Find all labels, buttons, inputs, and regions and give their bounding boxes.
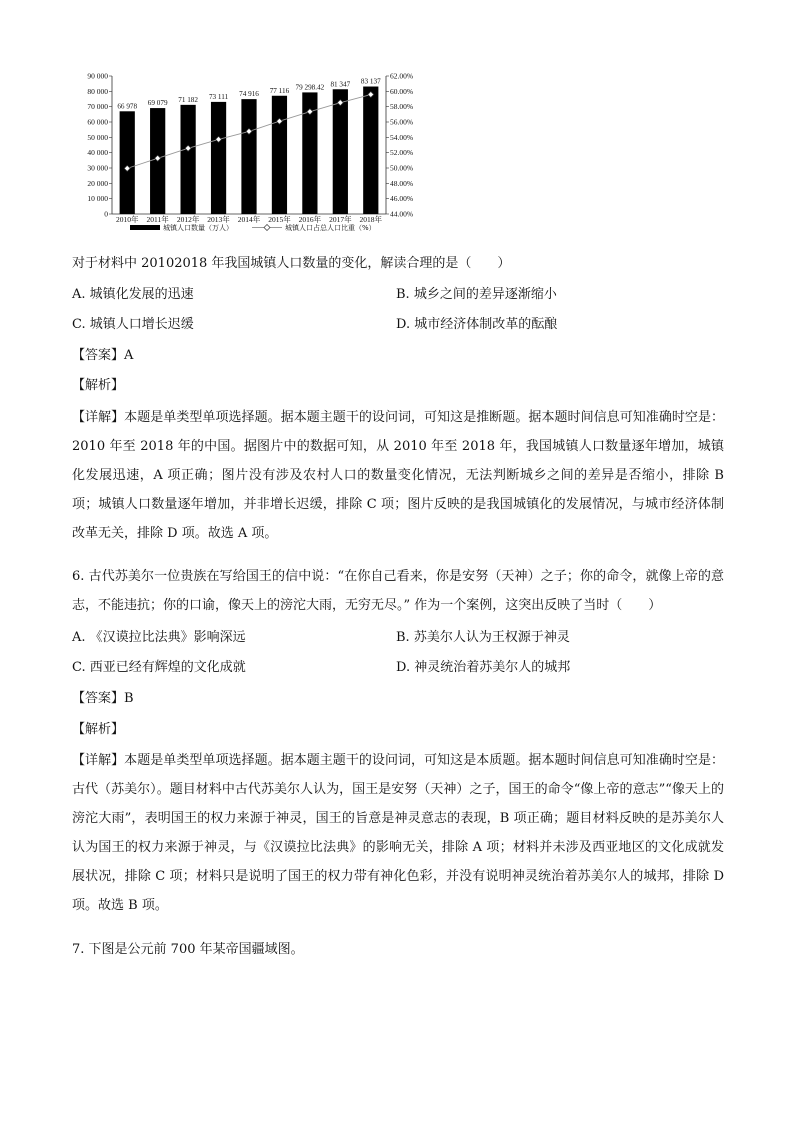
legend-bar-label: 城镇人口数量（万人）: [163, 224, 233, 232]
q6-option-c[interactable]: C. 西亚已经有辉煌的文化成就: [72, 660, 246, 675]
bar: [211, 102, 226, 214]
y-right-tick-label: 60.00%: [390, 86, 414, 96]
y-left-tick-label: 10 000: [87, 194, 108, 204]
bar: [181, 105, 196, 214]
bar: [241, 99, 256, 214]
bar: [363, 87, 378, 214]
y-left-tick-label: 60 000: [87, 117, 108, 127]
q5-answer: 【答案】A: [72, 348, 134, 363]
x-tick-label: 2015年: [268, 215, 291, 224]
y-left-tick-label: 30 000: [87, 163, 108, 173]
y-left-tick-label: 20 000: [87, 178, 108, 188]
y-left-tick-label: 80 000: [87, 86, 108, 96]
legend-line-marker: [264, 225, 270, 231]
q5-option-a[interactable]: A. 城镇化发展的迅速: [72, 287, 194, 302]
q5-option-d[interactable]: D. 城市经济体制改革的酝酿: [396, 317, 558, 332]
bar-value-label: 74 916: [239, 90, 259, 99]
q5-stem: 对于材料中 20102018 年我国城镇人口数量的变化，解读合理的是（ ）: [72, 256, 511, 271]
y-right-tick-label: 52.00%: [390, 148, 414, 158]
legend-bar-swatch: [130, 225, 160, 230]
x-tick-label: 2012年: [176, 215, 200, 224]
urban-population-chart: [60, 62, 430, 240]
q5-option-b[interactable]: B. 城乡之间的差异逐渐缩小: [396, 287, 557, 302]
y-right-tick-label: 54.00%: [390, 132, 414, 142]
x-tick-label: 2017年: [329, 215, 352, 224]
y-left-tick-label: 90 000: [87, 71, 108, 81]
y-right-tick-label: 50.00%: [390, 163, 414, 173]
y-left-tick-label: 50 000: [87, 132, 108, 142]
y-right-tick-label: 46.00%: [390, 194, 414, 204]
q6-option-a[interactable]: A. 《汉谟拉比法典》影响深远: [72, 630, 246, 645]
q5-option-c[interactable]: C. 城镇人口增长迟缓: [72, 317, 194, 332]
bar: [272, 96, 287, 214]
bar-value-label: 79 298.42: [295, 83, 325, 92]
bar: [333, 89, 348, 214]
bar: [120, 111, 135, 214]
x-tick-label: 2014年: [237, 215, 261, 224]
bar-value-label: 81 347: [330, 80, 351, 89]
y-right-tick-label: 44.00%: [390, 209, 414, 219]
q6-stem: 6. 古代苏美尔一位贵族在写给国王的信中说：“在你自己看来，你是安努（天神）之子；你的命令，就像上帝的意志，不能违抗；你的口谕，像天上的滂沱大雨，无穷无尽。” 作为一个案例，这突出反映了当时（ ）: [72, 569, 724, 613]
bar-value-label: 69 079: [147, 99, 168, 108]
bar-value-label: 71 182: [178, 95, 198, 104]
q6-option-d[interactable]: D. 神灵统治着苏美尔人的城邦: [396, 660, 571, 675]
x-tick-label: 2010年: [115, 215, 139, 224]
y-right-tick-label: 58.00%: [390, 102, 414, 112]
bar-value-label: 77 116: [269, 86, 290, 95]
bar-value-label: 66 978: [117, 102, 138, 111]
y-left-tick-label: 0: [104, 209, 108, 219]
y-right-tick-label: 62.00%: [390, 71, 414, 81]
q6-option-b[interactable]: B. 苏美尔人认为王权源于神灵: [396, 630, 570, 645]
y-right-tick-label: 56.00%: [390, 117, 414, 127]
bar-value-label: 83 137: [360, 77, 381, 86]
q5-detail: 【详解】本题是单类型单项选择题。据本题主题干的设问词，可知这是推断题。据本题时间信息可知准确时空是：2010 年至 2018 年的中国。据图片中的数据可知，从 2010 年至 2018 年，我国城镇人口数量逐年增加，城镇化发展迅速，A 项正确；图片没有涉及农村人口的数量变化情况，无法判断城乡之间的差异是否缩小，排除 B 项；城镇人口数量逐年增加，并非增长迟缓，排除 C 项；图片反映的是我国城镇化的发展情况，与城市经济体制改革无关，排除 D 项。故选 A 项。: [72, 410, 724, 541]
q6-answer: 【答案】B: [72, 691, 134, 706]
x-tick-label: 2011年: [146, 215, 169, 224]
q6-analysis-label: 【解析】: [72, 722, 125, 737]
y-right-tick-label: 48.00%: [390, 178, 414, 188]
q7-stem: 7. 下图是公元前 700 年某帝国疆域图。: [72, 942, 304, 957]
q6-detail: 【详解】本题是单类型单项选择题。据本题主题干的设问词，可知这是本质题。据本题时间信息可知准确时空是：古代（苏美尔）。题目材料中古代苏美尔人认为，国王是安努（天神）之子，国王的命令“像上帝的意志”“像天上的滂沱大雨”，表明国王的权力来源于神灵，国王的旨意是神灵意志的表现，B 项正确；题目材料反映的是苏美尔人认为国王的权力来源于神灵，与《汉谟拉比法典》的影响无关，排除 A 项；材料并未涉及西亚地区的文化成就发展状况，排除 C 项；材料只是说明了国王的权力带有神化色彩，并没有说明神灵统治着苏美尔人的城邦，排除 D 项。故选 B 项。: [72, 753, 724, 913]
legend-line-label: 城镇人口占总人口比重（%）: [285, 224, 376, 232]
y-left-tick-label: 40 000: [87, 148, 108, 158]
y-left-tick-label: 70 000: [87, 102, 108, 112]
x-tick-label: 2018年: [359, 215, 383, 224]
bar-value-label: 73 111: [208, 92, 229, 101]
chart-svg: [60, 62, 430, 240]
q5-analysis-label: 【解析】: [72, 378, 125, 393]
x-tick-label: 2016年: [298, 215, 322, 224]
x-tick-label: 2013年: [207, 215, 230, 224]
